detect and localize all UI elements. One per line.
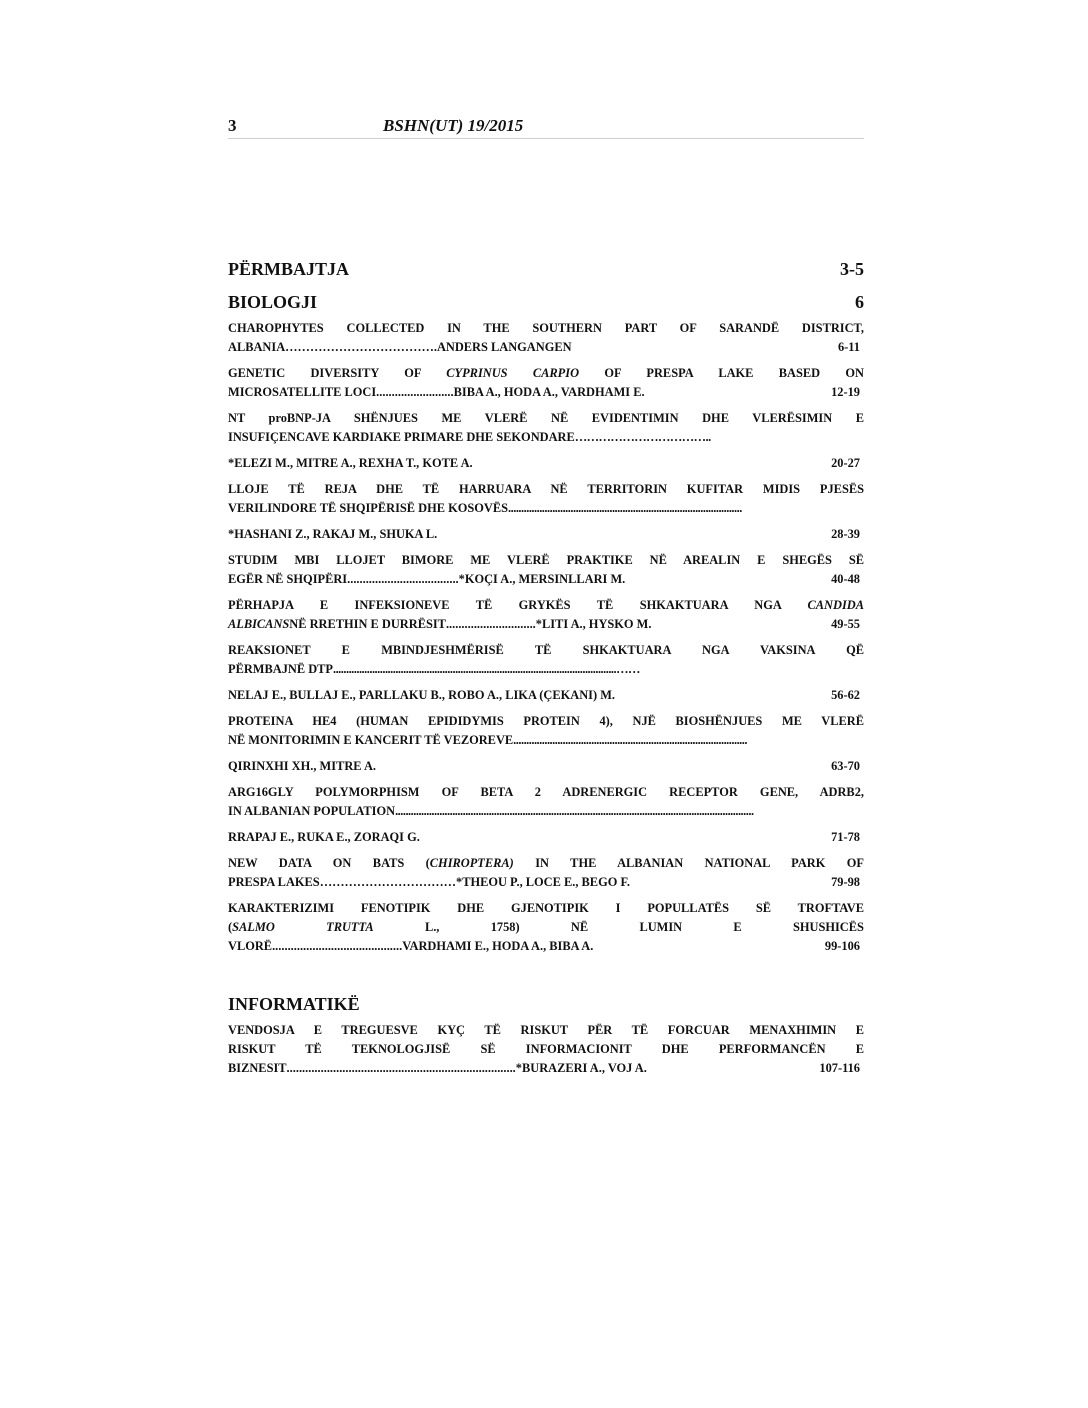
leader-dots: .................................... — [347, 572, 459, 586]
entry-title-end: VERILINDORE TË SHQIPËRISË DHE KOSOVËS — [228, 501, 509, 515]
leader-dots: ............................. — [445, 617, 536, 631]
title-segment: LUMIN — [639, 920, 683, 934]
leader-dots: .......................................................................... — [286, 1061, 516, 1075]
entry-last-line — [228, 937, 864, 956]
entry-last-line — [228, 428, 864, 447]
entry-authors: QIRINXHI XH., MITRE A. — [228, 759, 377, 773]
title-segment: ( — [228, 920, 233, 934]
toc-heading — [228, 258, 864, 280]
entry-title-end: INSUFIÇENCAVE KARDIAKE PRIMARE DHE SEKONDARE — [228, 430, 575, 444]
entry-title-line — [228, 918, 864, 937]
entry-pages: 6-11 — [837, 340, 860, 354]
entry-title-line: KARAKTERIZIMI FENOTIPIK DHE GJENOTIPIK I POPULLATËS SË TROFTAVE — [228, 901, 864, 915]
entry-title-line: VENDOSJA E TREGUESVE KYÇ TË RISKUT PËR TË FORCUAR MENAXHIMIN E — [228, 1023, 864, 1037]
leader-dots: ......................... — [376, 385, 454, 399]
entry-title-line — [228, 364, 864, 383]
entry-pages: 12-19 — [831, 385, 860, 399]
entry-pages: 56-62 — [831, 688, 860, 702]
leader-dots: .......................................................................................................................................... — [395, 804, 754, 818]
toc-entry[interactable] — [228, 854, 864, 892]
leader-dots: .............................................................................................................…… — [332, 662, 640, 676]
title-segment: L., — [424, 920, 440, 934]
informatics-title: INFORMATIKË — [228, 994, 360, 1014]
entry-title-end: ALBANIA — [228, 340, 286, 354]
title-segment: E — [733, 920, 742, 934]
entry-authors: *THEOU P., LOCE E., BEGO F. — [456, 875, 630, 889]
species-name: SALMO — [232, 920, 275, 934]
entry-last-line — [228, 873, 864, 892]
entry-title-line: RISKUT TË TEKNOLOGJISË SË INFORMACIONIT DHE PERFORMANCËN E — [228, 1042, 864, 1056]
entry-authors: *BURAZERI A., VOJ A. — [515, 1061, 647, 1075]
toc-entry[interactable] — [228, 596, 864, 634]
informatics-heading — [228, 993, 864, 1015]
toc-entry[interactable] — [228, 480, 864, 544]
entry-pages: 107-116 — [819, 1061, 860, 1075]
entry-author-line — [228, 686, 864, 705]
entry-pages: 28-39 — [831, 527, 860, 541]
title-segment: PËRHAPJA E INFEKSIONEVE TË GRYKËS TË SHKAKTUARA NGA — [228, 598, 808, 612]
toc-entry[interactable] — [228, 319, 864, 357]
title-segment: SHUSHICËS — [792, 920, 864, 934]
entry-last-line — [228, 802, 864, 821]
entry-last-line — [228, 731, 864, 750]
entry-pages: 20-27 — [831, 456, 860, 470]
toc-entry[interactable] — [228, 712, 864, 776]
entry-last-line — [228, 499, 864, 518]
toc-title: PËRMBAJTJA — [228, 259, 349, 279]
entry-title-line: ARG16GLY POLYMORPHISM OF BETA 2 ADRENERGIC RECEPTOR GENE, ADRB2, — [228, 785, 864, 799]
entry-last-line — [228, 1059, 864, 1078]
entry-title-end: IN ALBANIAN POPULATION — [228, 804, 396, 818]
entry-authors: ANDERS LANGANGEN — [436, 340, 572, 354]
toc-entry[interactable] — [228, 1021, 864, 1078]
entry-last-line — [228, 660, 864, 679]
entry-authors: VARDHAMI E., HODA A., BIBA A. — [402, 939, 594, 953]
entry-author-line — [228, 828, 864, 847]
entry-pages: 71-78 — [831, 830, 860, 844]
entry-title-line — [228, 596, 864, 615]
entry-title-line: CHAROPHYTES COLLECTED IN THE SOUTHERN PART OF SARANDË DISTRICT, — [228, 321, 864, 335]
entry-authors: NELAJ E., BULLAJ E., PARLLAKU B., ROBO A., LIKA (ÇEKANI) M. — [228, 688, 616, 702]
entry-authors: *ELEZI M., MITRE A., REXHA T., KOTE A. — [228, 456, 473, 470]
entry-last-line — [228, 570, 864, 589]
entry-title-line: PROTEINA HE4 (HUMAN EPIDIDYMIS PROTEIN 4), NJË BIOSHËNJUES ME VLERË — [228, 714, 864, 728]
toc-entry[interactable] — [228, 899, 864, 956]
toc-entry[interactable] — [228, 641, 864, 705]
species-name: ALBICANS — [228, 617, 290, 631]
species-name: CHIROPTERA) — [429, 856, 514, 870]
title-segment: NË — [570, 920, 589, 934]
title-segment: NEW DATA ON BATS ( — [228, 856, 430, 870]
species-name: TRUTTA — [326, 920, 374, 934]
title-segment: GENETIC DIVERSITY OF — [228, 366, 447, 380]
entry-title-end: VLORË — [228, 939, 273, 953]
entry-title-end: EGËR NË SHQIPËRI — [228, 572, 348, 586]
title-segment: IN THE ALBANIAN NATIONAL PARK OF — [513, 856, 864, 870]
biology-title: BIOLOGJI — [228, 292, 318, 312]
page-number: 3 — [228, 116, 237, 135]
species-name: CYPRINUS CARPIO — [446, 366, 580, 380]
biology-page: 6 — [855, 292, 864, 312]
journal-title: BSHN(UT) 19/2015 — [383, 116, 524, 135]
entry-pages: 99-106 — [824, 939, 860, 953]
leader-dots: …………………………….. — [574, 430, 711, 444]
entry-author-line — [228, 454, 864, 473]
entry-authors: *HASHANI Z., RAKAJ M., SHUKA L. — [228, 527, 438, 541]
leader-dots: .......................................................................................... — [508, 501, 742, 515]
entry-pages: 79-98 — [831, 875, 860, 889]
entry-title-line: LLOJE TË REJA DHE TË HARRUARA NË TERRITORIN KUFITAR MIDIS PJESËS — [228, 482, 864, 496]
entry-title-end: NË MONITORIMIN E KANCERIT TË VEZOREVE — [228, 733, 514, 747]
entry-last-line — [228, 383, 864, 402]
entry-authors: *KOÇI A., MERSINLLARI M. — [458, 572, 626, 586]
biology-heading — [228, 291, 864, 313]
entry-authors: BIBA A., HODA A., VARDHAMI E. — [453, 385, 645, 399]
entry-authors: *LITI A., HYSKO M. — [535, 617, 652, 631]
entry-title-line: STUDIM MBI LLOJET BIMORE ME VLERË PRAKTIKE NË AREALIN E SHEGËS SË — [228, 553, 864, 567]
title-segment — [228, 918, 275, 937]
toc-pages: 3-5 — [840, 259, 864, 279]
entry-authors: RRAPAJ E., RUKA E., ZORAQI G. — [228, 830, 420, 844]
entry-title-line: REAKSIONET E MBINDJESHMËRISË TË SHKAKTUARA NGA VAKSINA QË — [228, 643, 864, 657]
title-segment: 1758) — [490, 920, 520, 934]
entry-pages: 40-48 — [831, 572, 860, 586]
entry-author-line — [228, 525, 864, 544]
table-of-contents — [228, 256, 864, 1078]
entry-title-end: NË RRETHIN E DURRËSIT — [289, 617, 446, 631]
entry-author-line — [228, 757, 864, 776]
leader-dots: …………………………… — [319, 875, 456, 889]
leader-dots: ………………………………. — [285, 340, 437, 354]
page-header — [228, 114, 864, 139]
leader-dots: .......................................................................................... — [513, 733, 747, 747]
leader-dots: .......................................... — [272, 939, 403, 953]
toc-entry[interactable] — [228, 364, 864, 402]
entry-title-line: NT proBNP-JA SHËNJUES ME VLERË NË EVIDENTIMIN DHE VLERËSIMIN E — [228, 411, 864, 425]
entry-title-end: PRESPA LAKES — [228, 875, 320, 889]
entry-title-line — [228, 854, 864, 873]
entry-title-end: PËRMBAJNË DTP — [228, 662, 333, 676]
title-segment: OF PRESPA LAKE BASED ON — [579, 366, 864, 380]
entry-last-line — [228, 615, 864, 634]
entry-pages: 63-70 — [831, 759, 860, 773]
species-name: CANDIDA — [807, 598, 864, 612]
entry-last-line — [228, 338, 864, 357]
entry-title-end: BIZNESIT — [228, 1061, 287, 1075]
toc-entry[interactable] — [228, 551, 864, 589]
toc-entry[interactable] — [228, 409, 864, 473]
entry-title-end: MICROSATELLITE LOCI — [228, 385, 377, 399]
toc-entry[interactable] — [228, 783, 864, 847]
entry-pages: 49-55 — [831, 617, 860, 631]
